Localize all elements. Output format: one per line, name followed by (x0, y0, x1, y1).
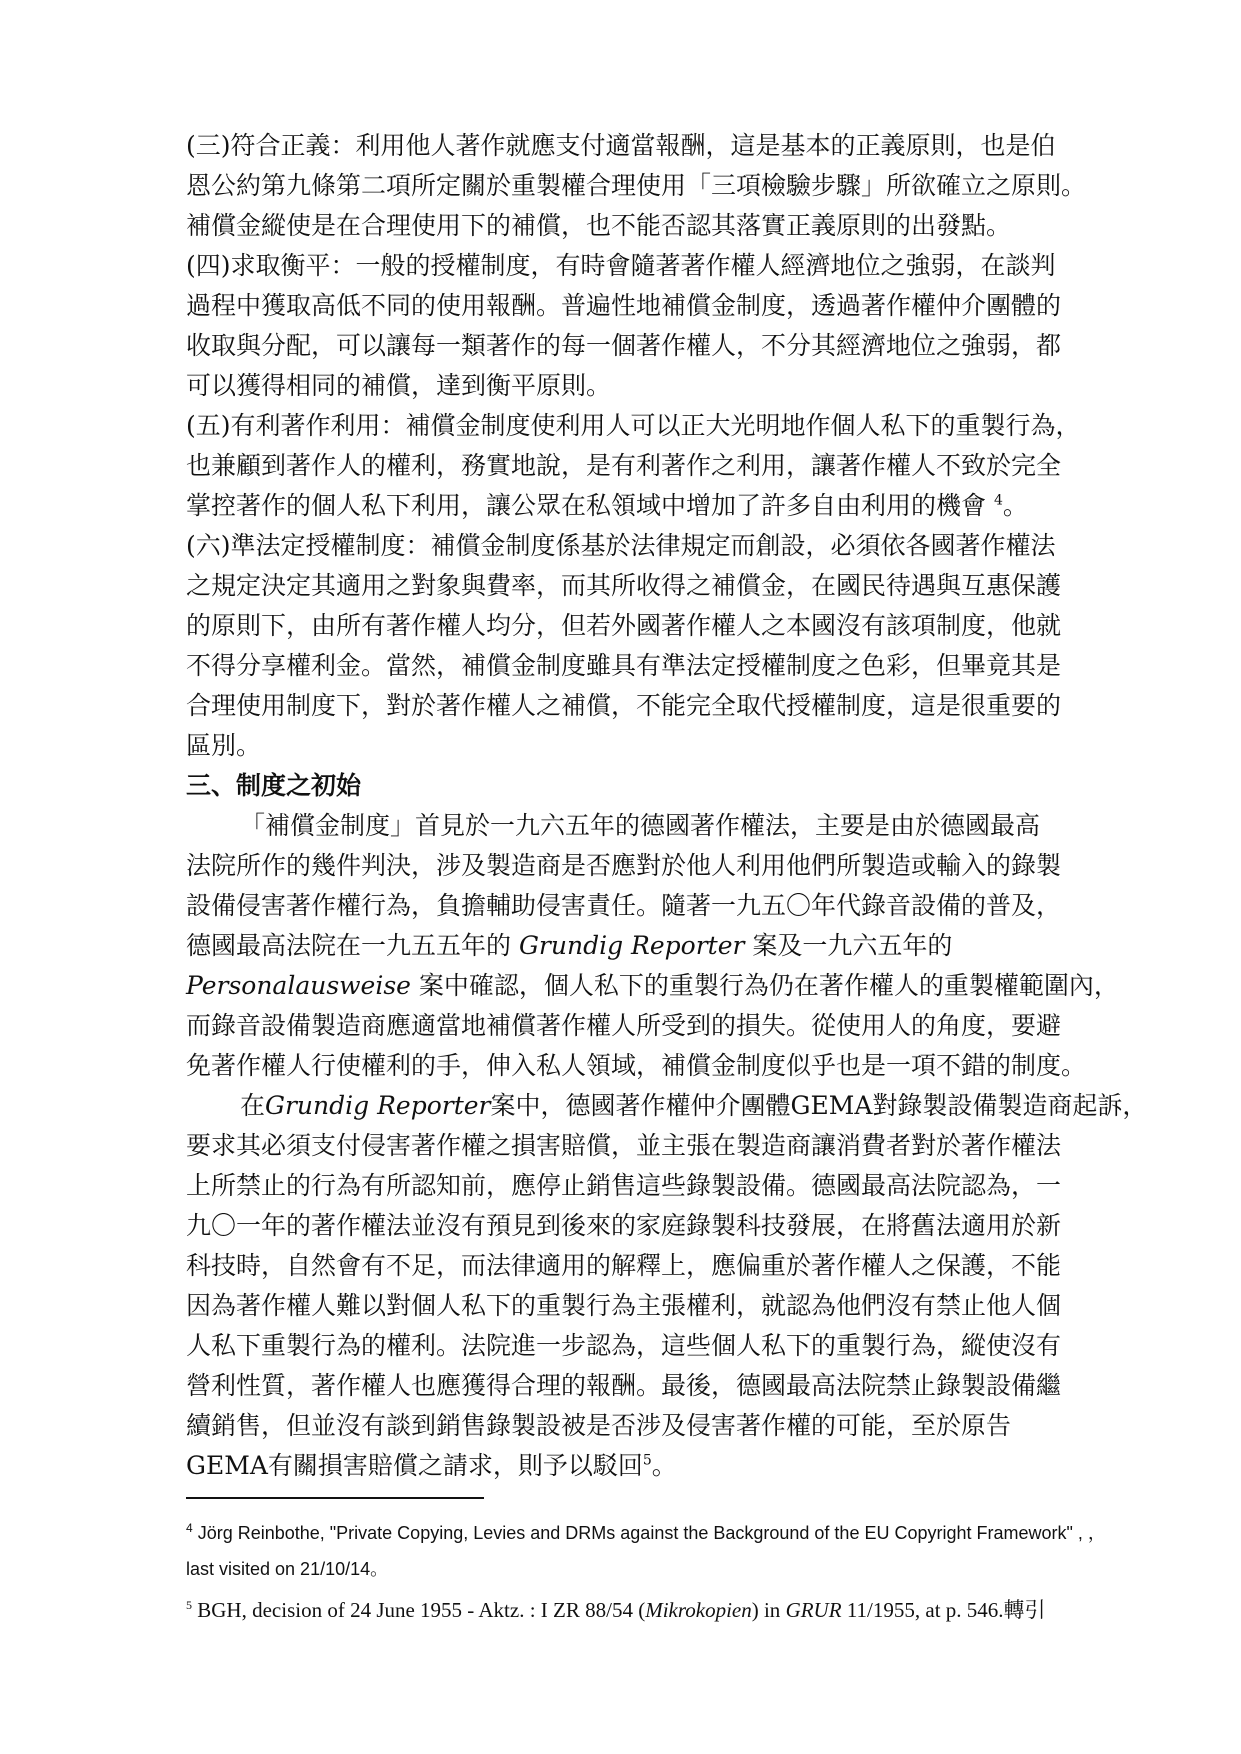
paragraph-line: 營利性質，著作權人也應獲得合理的報酬。最後，德國最高法院禁止錄製設備繼 (186, 1371, 1062, 1400)
footnote-text: BGH, decision of 24 June 1955 - Aktz. : I ZR 88/54 ( (192, 1598, 646, 1622)
footnote-text: Jörg Reinbothe, "Private Copying, Levies and DRMs against the Background of the EU Copyright Framework" , ， (192, 1523, 1106, 1543)
footnote-text: ) in (751, 1598, 786, 1622)
paragraph-line: 設備侵害著作權行為，負擔輔助侵害責任。隨著一九五〇年代錄音設備的普及， (186, 891, 1062, 920)
footnote-4 (186, 1520, 1106, 1546)
body-line: 之規定決定其適用之對象與費率，而其所收得之補償金，在國民待遇與互惠保護 (186, 571, 1062, 600)
paragraph-line (186, 928, 1056, 964)
footnote-italic: Mikrokopien (645, 1598, 752, 1622)
paragraph-line: 免著作權人行使權利的手，伸入私人領域，補償金制度似乎也是一項不錯的制度。 (186, 1051, 1087, 1080)
body-line: 也兼顧到著作人的權利，務實地說，是有利著作之利用，讓著作權人不致於完全 (186, 451, 1062, 480)
footnote-ref-5[interactable]: 5 (642, 1452, 652, 1469)
footnote-number: 4 (186, 1521, 193, 1535)
footnote-5 (186, 1596, 1086, 1624)
body-line-text: 掌控著作的個人私下利用，讓公眾在私領域中增加了許多自由利用的機會 (186, 491, 987, 520)
body-line: (三)符合正義：利用他人著作就應支付適當報酬，這是基本的正義原則，也是伯 (186, 131, 1056, 160)
body-line: 合理使用制度下，對於著作權人之補償，不能完全取代授權制度，這是很重要的 (186, 691, 1062, 720)
body-line: (五)有利著作利用：補償金制度使利用人可以正大光明地作個人私下的重製行為， (186, 411, 1081, 440)
case-name: Personalausweise (186, 971, 411, 1000)
body-line: 的原則下，由所有著作權人均分，但若外國著作權人之本國沒有該項制度，他就 (186, 611, 1062, 640)
case-name: Grundig Reporter (518, 931, 745, 960)
text: 案及一九六五年的 (744, 931, 953, 960)
body-line: 過程中獲取高低不同的使用報酬。普遍性地補償金制度，透過著作權仲介團體的 (186, 291, 1062, 320)
paragraph-line: 「補償金制度」首見於一九六五年的德國著作權法，主要是由於德國最高 (240, 811, 1041, 840)
paragraph-line: 因為著作權人難以對個人私下的重製行為主張權利，就認為他們沒有禁止他人個 (186, 1291, 1062, 1320)
footnote-ref-4[interactable]: 4 (993, 492, 1003, 509)
body-line: 補償金縱使是在合理使用下的補償，也不能否認其落實正義原則的出發點。 (186, 211, 1012, 240)
body-line: (四)求取衡平：一般的授權制度，有時會隨著著作權人經濟地位之強弱，在談判 (186, 251, 1056, 280)
body-line: 不得分享權利金。當然，補償金制度雖具有準法定授權制度之色彩，但畢竟其是 (186, 651, 1062, 680)
line-end: 。 (651, 1451, 677, 1480)
body-line: 區別。 (186, 731, 262, 760)
body-line: 可以獲得相同的補償，達到衡平原則。 (186, 371, 612, 400)
body-line (186, 488, 1056, 524)
body-line: 恩公約第九條第二項所定關於重製權合理使用「三項檢驗步驟」所欲確立之原則。 (186, 171, 1087, 200)
paragraph-line: 科技時，自然會有不足，而法律適用的解釋上，應偏重於著作權人之保護，不能 (186, 1251, 1062, 1280)
paragraph-line: 上所禁止的行為有所認知前，應停止銷售這些錄製設備。德國最高法院認為，一 (186, 1171, 1062, 1200)
footnote-italic: GRUR (785, 1598, 842, 1622)
paragraph-line: 而錄音設備製造商應適當地補償著作權人所受到的損失。從使用人的角度，要避 (186, 1011, 1062, 1040)
footnote-number: 5 (186, 1598, 192, 1612)
footnote-text: 11/1955, at p. 546.轉引 (841, 1598, 1046, 1622)
text: GEMA有關損害賠償之請求，則予以駁回 (186, 1451, 643, 1480)
text: 案中，德國著作權仲介團體GEMA對錄製設備製造商起訴， (490, 1091, 1148, 1120)
paragraph-line: 續銷售，但並沒有談到銷售錄製設被是否涉及侵害著作權的可能，至於原告 (186, 1411, 1012, 1440)
body-line: (六)準法定授權制度：補償金制度係基於法律規定而創設，必須依各國著作權法 (186, 531, 1056, 560)
paragraph-line: 九〇一年的著作權法並沒有預見到後來的家庭錄製科技發展，在將舊法適用於新 (186, 1211, 1062, 1240)
paragraph-line: 法院所作的幾件判決，涉及製造商是否應對於他人利用他們所製造或輸入的錄製 (186, 851, 1062, 880)
footnote-4-continued: last visited on 21/10/14。 (186, 1559, 389, 1579)
footnote-separator (186, 1497, 484, 1499)
section-heading: 三、制度之初始 (186, 771, 362, 800)
paragraph-line: 要求其必須支付侵害著作權之損害賠償，並主張在製造商讓消費者對於著作權法 (186, 1131, 1062, 1160)
paragraph-line: 人私下重製行為的權利。法院進一步認為，這些個人私下的重製行為，縱使沒有 (186, 1331, 1062, 1360)
text: 案中確認，個人私下的重製行為仍在著作權人的重製權範圍內， (410, 971, 1119, 1000)
case-name: Grundig Reporter (265, 1091, 491, 1120)
text: 德國最高法院在一九五五年的 (186, 931, 519, 960)
paragraph-line (186, 968, 1119, 1004)
text: 在 (240, 1091, 266, 1120)
body-line: 收取與分配，可以讓每一類著作的每一個著作權人，不分其經濟地位之強弱，都 (186, 331, 1062, 360)
paragraph-line (240, 1088, 1148, 1124)
line-end: 。 (1002, 491, 1028, 520)
paragraph-line (186, 1448, 1056, 1484)
